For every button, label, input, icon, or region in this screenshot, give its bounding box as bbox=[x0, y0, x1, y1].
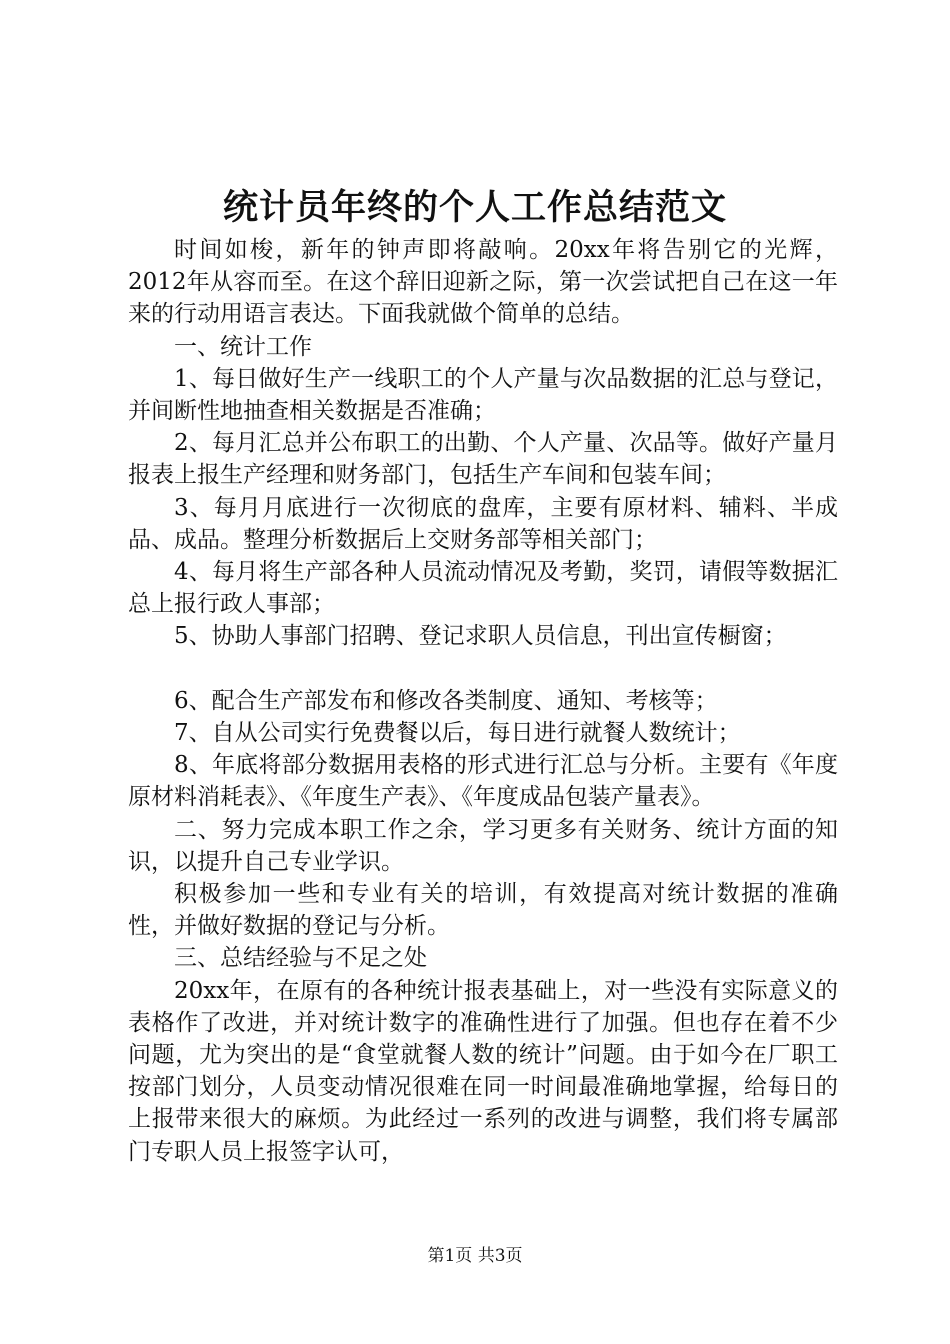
section-heading-3: 三、总结经验与不足之处 bbox=[174, 945, 427, 972]
list-item-4: 4、每月将生产部各种人员流动情况及考勤，奖罚，请假等数据汇总上报行政人事部； bbox=[128, 559, 838, 618]
list-item-6: 6、配合生产部发布和修改各类制度、通知、考核等； bbox=[174, 687, 718, 714]
document-body bbox=[128, 234, 838, 1168]
list-item-1: 1、每日做好生产一线职工的个人产量与次品数据的汇总与登记，并间断性地抽查相关数据是否准确； bbox=[128, 365, 838, 425]
list-item-3: 3、每月月底进行一次彻底的盘库，主要有原材料、辅料、半成品、成品。整理分析数据后上交财务部等相关部门； bbox=[128, 494, 838, 553]
section-heading-2: 二、努力完成本职工作之余，学习更多有关财务、统计方面的知识，以提升自己专业学识。 bbox=[128, 816, 838, 875]
list-item-7: 7、自从公司实行免费餐以后，每日进行就餐人数统计； bbox=[174, 720, 741, 747]
paragraph-summary: 20xx年，在原有的各种统计报表基础上，对一些没有实际意义的表格作了改进，并对统计数字的准确性进行了加强。但也存在着不少问题，尤为突出的是“食堂就餐人数的统计”问题。由于如今在厂职工按部门划分，人员变动情况很难在同一时间最准确地掌握，给每日的上报带来很大的麻烦。为此经过一系列的改进与调整，我们将专属部门专职人员上报签字认可， bbox=[128, 977, 838, 1165]
list-item-5: 5、协助人事部门招聘、登记求职人员信息，刊出宣传橱窗； bbox=[174, 623, 787, 650]
paragraph-training: 积极参加一些和专业有关的培训，有效提高对统计数据的准确性，并做好数据的登记与分析。 bbox=[128, 881, 838, 940]
list-item-2: 2、每月汇总并公布职工的出勤、个人产量、次品等。做好产量月报表上报生产经理和财务部门，包括生产车间和包装车间； bbox=[128, 430, 838, 489]
list-item-8: 8、年底将部分数据用表格的形式进行汇总与分析。主要有《年度原材料消耗表》、《年度生产表》、《年度成品包装产量表》。 bbox=[128, 752, 838, 811]
blank-line bbox=[128, 653, 838, 685]
paragraph-intro: 时间如梭，新年的钟声即将敲响。20xx年将告别它的光辉，2012年从容而至。在这个辞旧迎新之际，第一次尝试把自己在这一年来的行动用语言表达。下面我就做个简单的总结。 bbox=[128, 237, 838, 328]
page-number: 第1页 共3页 bbox=[427, 1246, 523, 1266]
document-title: 统计员年终的个人工作总结范文 bbox=[222, 187, 727, 228]
section-heading-1: 一、统计工作 bbox=[174, 333, 312, 360]
